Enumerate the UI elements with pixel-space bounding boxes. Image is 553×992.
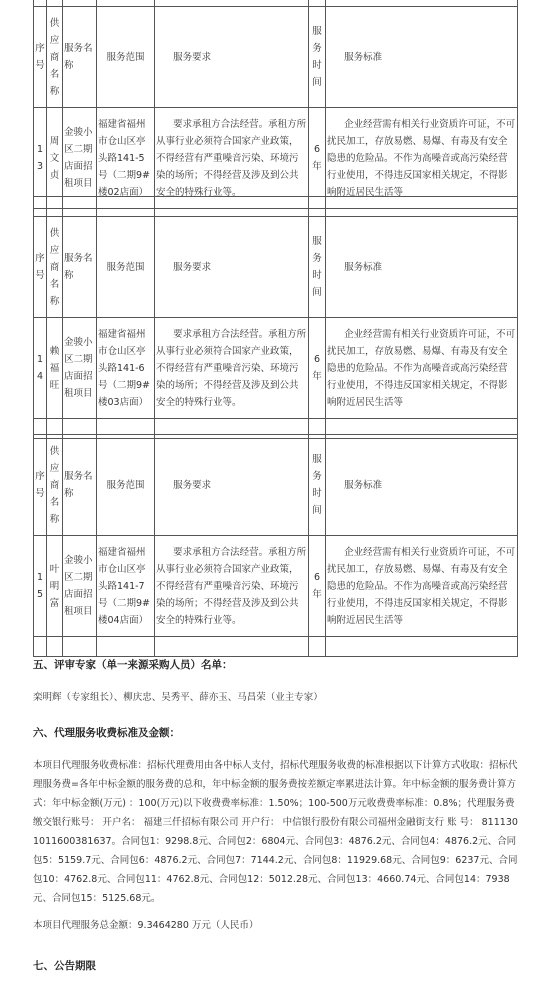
row-supplier: 叶明富 xyxy=(47,536,63,637)
row-standard: 企业经营需有相关行业资质许可证，不可扰民加工，存放易燃、易爆、有毒及有安全隐患的危险品。不作为高噪音或高污染经营行业使用，不得违反国家相关规定，不得影响附近居民生活等 xyxy=(326,318,518,419)
row-requirement: 要求承租方合法经营。承租方所从事行业必须符合国家产业政策，不得经营有严重噪音污染、环境污染的场所；不得经营及涉及到公共安全的特殊行业等。 xyxy=(155,536,309,637)
table-row xyxy=(34,318,518,419)
header-supplier: 供应商名称 xyxy=(47,435,63,536)
row-standard: 企业经营需有相关行业资质许可证，不可扰民加工，存放易燃、易爆、有毒及有安全隐患的危险品。不作为高噪音或高污染经营行业使用，不得违反国家相关规定，不得影响附近居民生活等 xyxy=(326,536,518,637)
row-standard: 企业经营需有相关行业资质许可证，不可扰民加工，存放易燃、易爆、有毒及有安全隐患的危险品。不作为高噪音或高污染经营行业使用，不得违反国家相关规定，不得影响附近居民生活等 xyxy=(326,108,518,209)
header-no: 序号 xyxy=(34,217,47,318)
row-time: 6年 xyxy=(309,318,326,419)
header-service-name: 服务名称 xyxy=(63,217,97,318)
section-7 xyxy=(33,957,523,975)
header-requirement: 服务要求 xyxy=(155,7,309,108)
header-requirement: 服务要求 xyxy=(155,217,309,318)
row-service-name: 金骏小区二期店面招租项目 xyxy=(63,536,97,637)
section-5-title: 五、评审专家（单一来源采购人员）名单： xyxy=(33,659,233,671)
fee-description: 本项目代理服务收费标准：招标代理费用由各中标人支付，招标代理服务收费的标准根据以下计算方式收取：招标代理服务费=各年中标金额的服务费的总和，年中标金额的服务费按差额定率累进法计算。年中标金额的服务费计算方式：年中标金额(万元) ：100(万元)以下收费费率标准：1.50%；100-500万元收费费率标准：0.8%；代理服务费缴交银行账号： 开户名： 福建三仟招标有限公司 开户行： 中信银行股份有限公司福州金融街支行 账 号： 8111301011600381637。合同包1：9298.8元、合同包2：6804元、合同包3：4876.2元、合同包4：4876.2元、合同包5：5159.7元、合同包6：4876.2元、合同包7：7144.2元、合同包8：11929.68元、合同包9：6237元、合同包10：4762.8元、合同包11：4762.8元、合同包12：5012.28元、合同包13：4660.74元、合同包14：7938元、合同包15：5125.68元。 xyxy=(33,760,518,904)
row-service-name: 金骏小区二期店面招租项目 xyxy=(63,318,97,419)
expert-list: 栾明辉（专家组长）、柳庆忠、吴秀平、薛亦玉、马昌荣（业主专家） xyxy=(33,692,323,703)
row-service-name: 金骏小区二期店面招租项目 xyxy=(63,108,97,209)
section-6-title: 六、代理服务收费标准及金额： xyxy=(33,727,180,739)
row-no: 15 xyxy=(34,536,47,637)
section-6 xyxy=(33,724,523,742)
table-spacer-row xyxy=(34,637,518,657)
header-time: 服务时间 xyxy=(309,217,326,318)
header-standard: 服务标准 xyxy=(326,435,518,536)
header-standard: 服务标准 xyxy=(326,7,518,108)
row-requirement: 要求承租方合法经营。承租方所从事行业必须符合国家产业政策，不得经营有严重噪音污染、环境污染的场所；不得经营及涉及到公共安全的特殊行业等。 xyxy=(155,318,309,419)
row-requirement: 要求承租方合法经营。承租方所从事行业必须符合国家产业政策，不得经营有严重噪音污染、环境污染的场所；不得经营及涉及到公共安全的特殊行业等。 xyxy=(155,108,309,209)
section-5-body xyxy=(33,688,523,707)
header-service-name: 服务名称 xyxy=(63,7,97,108)
section-5 xyxy=(33,656,523,674)
header-scope: 服务范围 xyxy=(97,435,155,536)
row-time: 6年 xyxy=(309,536,326,637)
bid-table-13 xyxy=(33,0,518,209)
header-service-name: 服务名称 xyxy=(63,435,97,536)
bid-table-14 xyxy=(33,196,518,439)
header-time: 服务时间 xyxy=(309,435,326,536)
row-time: 6年 xyxy=(309,108,326,209)
row-supplier: 赖福旺 xyxy=(47,318,63,419)
header-scope: 服务范围 xyxy=(97,7,155,108)
section-7-title: 七、公告期限 xyxy=(33,960,96,972)
row-scope: 福建省福州市仓山区亭头路141-6号（二期9#楼03店面） xyxy=(97,318,155,419)
table-row xyxy=(34,536,518,637)
header-scope: 服务范围 xyxy=(97,217,155,318)
header-standard: 服务标准 xyxy=(326,217,518,318)
fee-total: 本项目代理服务总金额：9.3464280 万元（人民币） xyxy=(33,920,259,931)
row-supplier: 周文贞 xyxy=(47,108,63,209)
row-no: 14 xyxy=(34,318,47,419)
header-time: 服务时间 xyxy=(309,7,326,108)
header-supplier: 供应商名称 xyxy=(47,217,63,318)
row-scope: 福建省福州市仓山区亭头路141-7号（二期9#楼04店面） xyxy=(97,536,155,637)
bid-table-15 xyxy=(33,434,518,657)
row-scope: 福建省福州市仓山区亭头路141-5号（二期9#楼02店面） xyxy=(97,108,155,209)
table-row xyxy=(34,108,518,209)
section-6-total xyxy=(33,916,523,935)
header-supplier: 供应商名称 xyxy=(47,7,63,108)
table-spacer-row xyxy=(34,197,518,217)
row-no: 13 xyxy=(34,108,47,209)
table-header-row xyxy=(34,435,518,536)
header-no: 序号 xyxy=(34,435,47,536)
header-requirement: 服务要求 xyxy=(155,435,309,536)
header-no: 序号 xyxy=(34,7,47,108)
section-6-body xyxy=(33,756,523,908)
table-header-row xyxy=(34,7,518,108)
table-header-row xyxy=(34,217,518,318)
